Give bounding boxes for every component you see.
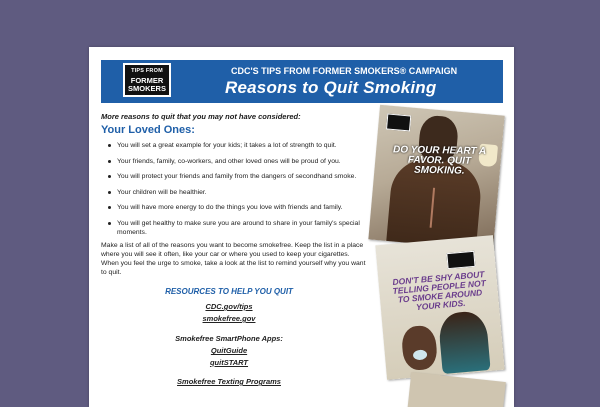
page-title: Reasons to Quit Smoking (225, 78, 437, 97)
poster-logo (446, 251, 475, 269)
smokefree-link[interactable]: smokefree.gov (202, 314, 256, 323)
list-item: You will protect your friends and family from the dangers of secondhand smoke. (101, 172, 373, 181)
poster-headline: DO YOUR HEART A FAVOR. QUIT SMOKING. (392, 144, 487, 177)
quitstart-link[interactable]: quitSTART (209, 358, 249, 367)
quitguide-link[interactable]: QuitGuide (210, 346, 248, 355)
cdc-tips-link[interactable]: CDC.gov/tips (205, 302, 253, 311)
reasons-paragraph: Make a list of all of the reasons you want to become smokefree. Keep the list in a place where you will see it often, like your car or where you used to keep your cigarettes. When you feel the urge to smoke, take a look at the list to remind yourself why you want to quit. (101, 242, 366, 276)
poster-headline: DON'T BE SHY ABOUT TELLING PEOPLE NOT TO SMOKE AROUND YOUR KIDS. (392, 269, 487, 313)
poster-kids (375, 235, 504, 380)
list-item: You will set a great example for your kids; it takes a lot of strength to quit. (101, 141, 373, 150)
list-item: Your friends, family, co-workers, and other loved ones will be proud of you. (101, 157, 373, 166)
poster-logo (386, 113, 411, 131)
poster-figure (438, 310, 491, 374)
list-item: You will get healthy to make sure you are around to share in your family's special moments. (101, 219, 373, 237)
campaign-subtitle: CDC'S TIPS FROM FORMER SMOKERS® CAMPAIGN (231, 66, 458, 76)
tips-logo: TIPS FROM FORMER SMOKERS (123, 63, 171, 97)
apps-label: Smokefree SmartPhone Apps: (175, 334, 283, 343)
section-heading: Your Loved Ones: (101, 124, 195, 136)
texting-programs-link[interactable]: Smokefree Texting Programs (177, 377, 281, 386)
poster-heart (368, 105, 504, 250)
poster-child (401, 325, 439, 372)
document-page (89, 47, 514, 407)
resources-heading: RESOURCES TO HELP YOU QUIT (165, 287, 293, 296)
header-banner (101, 60, 503, 103)
intro-text: More reasons to quit that you may not have considered: (101, 112, 301, 121)
list-item: Your children will be healthier. (101, 188, 373, 197)
poster-third (407, 372, 506, 407)
list-item: You will have more energy to do the things you love with friends and family. (101, 203, 373, 212)
reasons-list (101, 141, 373, 243)
